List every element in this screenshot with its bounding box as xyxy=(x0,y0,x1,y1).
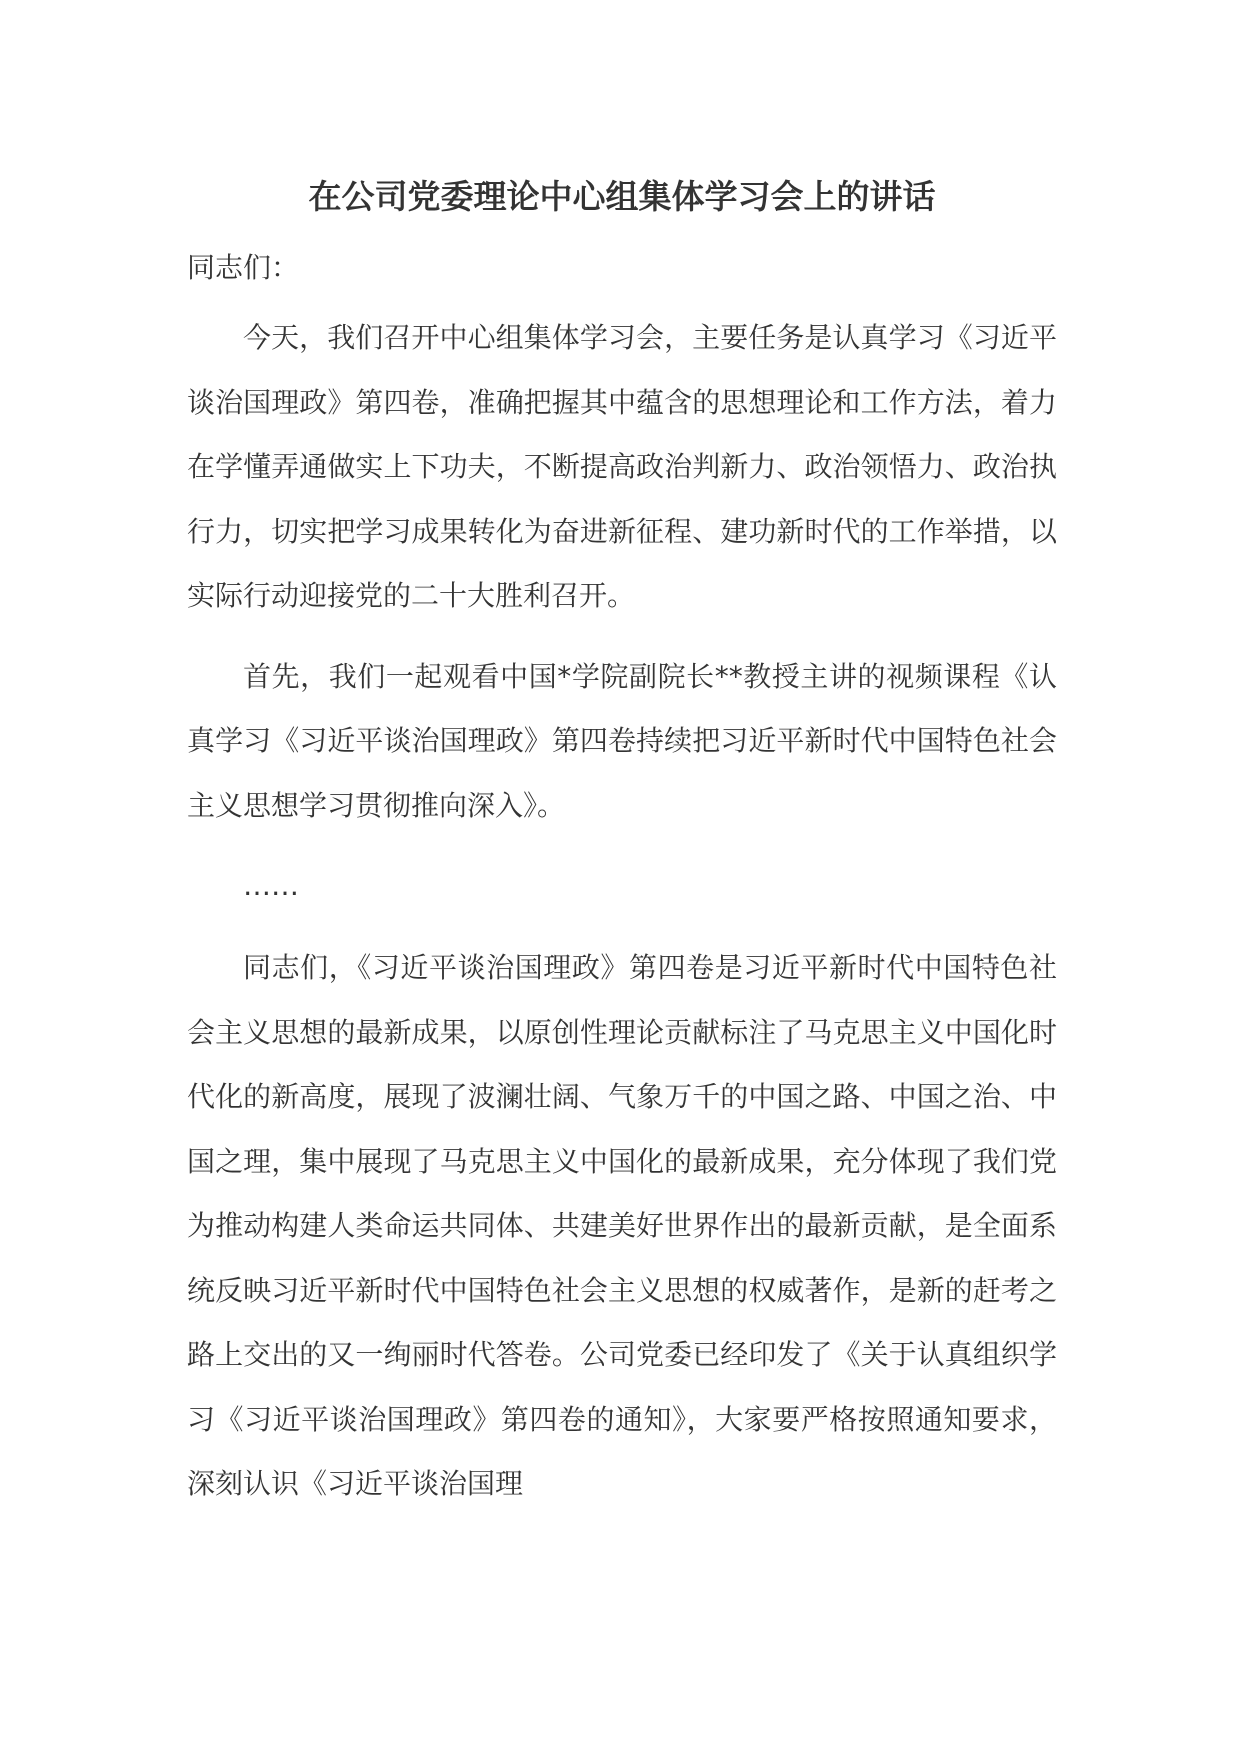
paragraph-significance: 同志们，《习近平谈治国理政》第四卷是习近平新时代中国特色社会主义思想的最新成果，以原创性理论贡献标注了马克思主义中国化时代化的新高度，展现了波澜壮阔、气象万千的中国之路、中国之治、中国之理，集中展现了马克思主义中国化的最新成果，充分体现了我们党为推动构建人类命运共同体、共建美好世界作出的最新贡献，是全面系统反映习近平新时代中国特色社会主义思想的权威著作，是新的赶考之路上交出的又一绚丽时代答卷。公司党委已经印发了《关于认真组织学习《习近平谈治国理政》第四卷的通知》，大家要严格按照通知要求，深刻认识《习近平谈治国理 xyxy=(187,951,1057,1500)
paragraph-ellipsis: …… xyxy=(243,869,299,902)
document-title: 在公司党委理论中心组集体学习会上的讲话 xyxy=(308,177,936,216)
document-page xyxy=(187,168,1057,1533)
paragraph-opening: 今天，我们召开中心组集体学习会，主要任务是认真学习《习近平谈治国理政》第四卷，准确把握其中蕴含的思想理论和工作方法，着力在学懂弄通做实上下功夫，不断提高政治判新力、政治领悟力、政治执行力，切实把学习成果转化为奋进新征程、建功新时代的工作举措，以实际行动迎接党的二十大胜利召开。 xyxy=(187,321,1057,612)
salutation: 同志们： xyxy=(187,251,300,284)
paragraph-video-course: 首先，我们一起观看中国*学院副院长**教授主讲的视频课程《认真学习《习近平谈治国理政》第四卷持续把习近平新时代中国特色社会主义思想学习贯彻推向深入》。 xyxy=(187,659,1057,822)
